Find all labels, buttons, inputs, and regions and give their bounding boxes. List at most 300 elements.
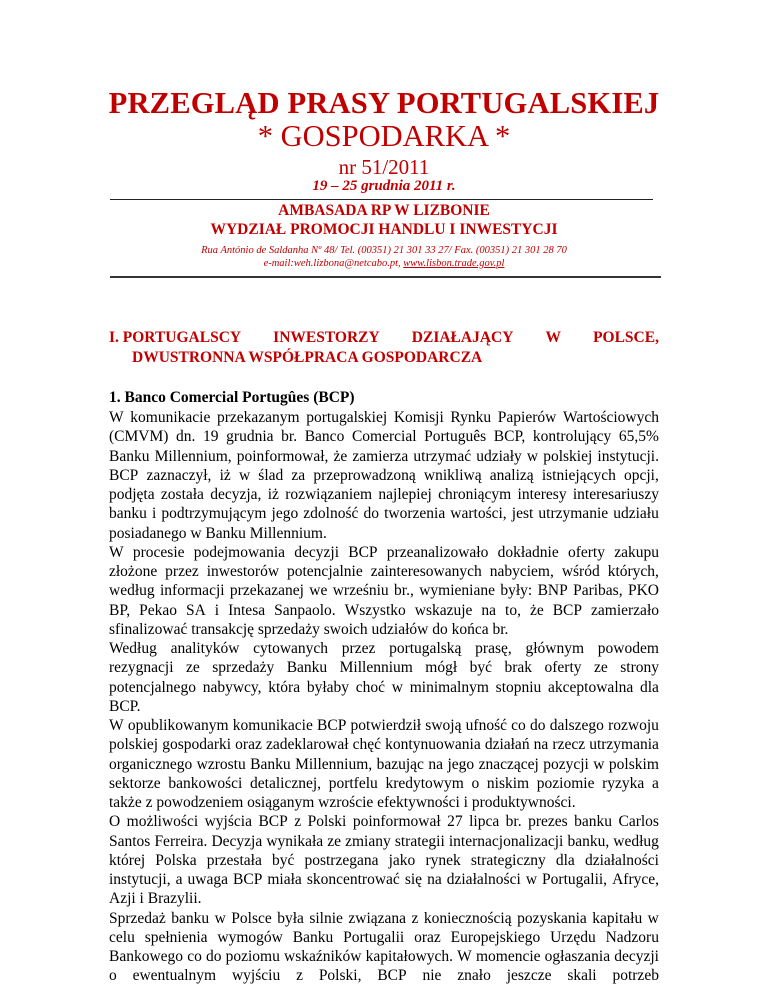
article-word: banku	[171, 909, 210, 927]
article-word: się	[404, 871, 423, 888]
article-line: Azji i Brazylii.	[109, 890, 202, 908]
article-word: minimalnym	[409, 678, 489, 696]
article-word: decyzji	[614, 948, 659, 965]
article-word: kontynuowania	[385, 736, 481, 754]
article-word: BCP	[233, 871, 263, 888]
article-word: informacji	[160, 582, 225, 600]
article-word: W	[109, 717, 124, 734]
article-word: wskazuje	[414, 601, 473, 619]
article-word: komunikacie	[130, 409, 211, 426]
article-word: to,	[505, 601, 521, 619]
article-word: do	[530, 717, 546, 734]
article-word: Paribas,	[573, 582, 623, 600]
article-word: analizą	[489, 466, 534, 484]
article-word: że	[529, 601, 544, 619]
article-word: możliwości	[126, 813, 199, 831]
article-word: Intesa	[228, 601, 266, 619]
article-word: chroniącym	[438, 486, 512, 503]
section-word: POLSCE,	[593, 329, 659, 346]
article-word: poziomie	[536, 774, 595, 792]
article-word: Millennium,	[295, 755, 373, 773]
article-line	[109, 909, 659, 928]
article-word: głównym	[525, 640, 585, 657]
article-line: posiadanego w Banku Millennium.	[109, 524, 327, 542]
article-word: Rynku	[450, 409, 492, 426]
article-word: wśród	[561, 563, 600, 580]
article-word: kredytowym	[385, 774, 464, 792]
article-word: potencjalnie	[287, 563, 363, 580]
header-divider-top	[110, 199, 653, 200]
article-word: ufność	[465, 717, 507, 734]
article-word: banku	[109, 505, 147, 523]
article-line	[109, 543, 659, 562]
article-word: chęć	[352, 736, 382, 754]
article-word: polskiej	[543, 447, 593, 465]
article-line	[109, 408, 659, 427]
article-word: działalności	[584, 851, 659, 869]
article-word: we	[309, 582, 328, 600]
article-word: Millennium,	[154, 447, 232, 465]
article-word: prezes	[528, 813, 568, 831]
article-word: O	[109, 813, 121, 831]
article-word: została	[160, 486, 204, 503]
article-word: przeanalizowało	[386, 543, 489, 561]
article-word: BP,	[109, 601, 131, 619]
article-word: przeprowadzoną	[313, 466, 416, 484]
article-word: rezygnacji	[109, 659, 174, 677]
article-word: Portugalii	[343, 928, 405, 946]
article-word: br.	[505, 813, 522, 831]
article-word: były:	[500, 582, 533, 600]
department-name: WYDZIAŁ PROMOCJI HANDLU I INWESTYCJI	[210, 221, 558, 238]
article-word: polskim	[608, 755, 659, 773]
embassy-name: AMBASADA RP W LIZBONIE	[278, 202, 490, 219]
article-word: bankowości	[168, 774, 243, 792]
article-line	[109, 639, 659, 658]
article-word: Wartościowych	[562, 409, 659, 426]
article-word: mógł	[425, 659, 458, 677]
article-word: dalszego	[549, 717, 604, 734]
article-body	[109, 408, 659, 986]
article-word: opublikowanym	[127, 717, 229, 734]
article-word: br.	[281, 428, 298, 446]
article-line	[109, 716, 659, 735]
article-word: opcji,	[624, 466, 659, 484]
article-word: organicznego	[109, 755, 193, 773]
article-word: w	[214, 909, 226, 927]
article-word: poinformował	[352, 813, 441, 831]
article-word: procesie	[132, 543, 185, 561]
article-word: 27	[447, 813, 463, 831]
article-word: ślad	[258, 466, 284, 484]
article-line	[109, 735, 659, 754]
article-word: rzecz	[552, 736, 586, 754]
article-word: sprzedaży	[212, 659, 275, 677]
article-word: tworzenia	[384, 505, 446, 523]
article-line	[109, 504, 659, 523]
article-word: W	[457, 948, 472, 965]
article-word: nabywcy,	[202, 678, 262, 696]
article-word: ewentualnym	[132, 967, 217, 985]
article-word: utrzymania	[589, 736, 659, 754]
article-word: BCP,	[493, 428, 526, 446]
article-word: oraz	[414, 928, 441, 946]
article-word: podejmowania	[193, 543, 286, 561]
article-word: udziału	[613, 505, 659, 523]
article-word: skoncentrować	[306, 871, 400, 888]
article-word: co	[511, 717, 526, 734]
article-word: w	[526, 447, 539, 465]
article-word: interesy	[517, 486, 567, 503]
article-word: wyjściu	[231, 967, 281, 985]
article-word: lipca	[469, 813, 500, 831]
article-word: uwaga	[187, 871, 228, 888]
article-word: z	[411, 909, 419, 927]
article-line	[109, 812, 659, 831]
section-word: I. PORTUGALSCY	[109, 329, 242, 346]
article-word: wnikliwą	[423, 466, 482, 484]
article-line	[109, 678, 659, 697]
section-heading-line2: DWUSTRONNA WSPÓŁPRACA GOSPODARCZA	[132, 349, 483, 366]
article-word: spełnienia	[144, 928, 208, 946]
article-word: potrzeb	[612, 967, 659, 985]
article-word: jeszcze	[506, 967, 552, 985]
article-word: wynikała	[266, 832, 324, 850]
article-word: inwestorów	[206, 563, 280, 580]
article-word: której	[109, 851, 146, 869]
article-word: Według	[109, 640, 157, 657]
header-divider-bottom	[110, 276, 661, 278]
article-word: kontrolujący	[532, 428, 612, 446]
article-word: BCP	[552, 601, 583, 619]
article-word: poziomu	[225, 948, 280, 965]
article-word: ryzyka	[602, 774, 645, 792]
article-word: Polska	[155, 851, 197, 869]
article-word: banku,	[567, 832, 610, 850]
article-line: BCP.	[109, 697, 141, 715]
article-word: Decyzja	[211, 832, 263, 850]
article-word: wymieniane	[419, 582, 495, 600]
article-word: niskim	[486, 774, 530, 792]
article-word: w	[593, 755, 605, 773]
article-word: strategiczny	[470, 851, 546, 869]
section-heading-line1	[109, 328, 659, 348]
article-word: Comercial	[351, 428, 417, 446]
article-word: Komisji	[393, 409, 444, 426]
article-word: decyzja,	[210, 486, 262, 503]
article-word: dla	[555, 851, 575, 869]
article-word: wymogów	[217, 928, 283, 946]
article-word: być	[469, 659, 493, 677]
article-word: rozwoju	[608, 717, 659, 734]
article-word: grudnia	[226, 428, 274, 446]
article-word: decyzji	[294, 543, 340, 561]
article-word: ogłaszania	[544, 948, 611, 965]
article-word: przestała	[206, 851, 262, 869]
article-word: w	[525, 871, 538, 888]
article-word: Banku	[109, 447, 150, 465]
article-line	[109, 966, 659, 985]
article-word: BNP	[537, 582, 568, 600]
article-word: oraz	[235, 736, 262, 754]
article-word: instytucji.	[597, 447, 659, 465]
article-word: a	[175, 871, 183, 888]
article-word: Banku	[292, 928, 334, 946]
article-line	[109, 581, 659, 600]
article-word: 19	[203, 428, 219, 446]
contact-email-web	[0, 258, 768, 269]
article-word: pozycji	[543, 755, 589, 773]
article-line	[109, 832, 659, 851]
article-word: interesariuszy	[572, 486, 659, 503]
article-word: BCP	[317, 717, 347, 734]
article-word: Santos	[109, 832, 151, 850]
article-word: Afryce,	[612, 871, 659, 888]
article-word: a	[651, 774, 659, 792]
section-word: W	[545, 329, 561, 346]
article-word: komunikacie	[232, 717, 313, 734]
article-word: na	[428, 755, 443, 773]
article-word: rozwiązaniem	[285, 486, 373, 503]
article-word: wzrostu	[196, 755, 246, 773]
article-word: Banku	[286, 659, 328, 677]
article-word: najlepiej	[378, 486, 432, 503]
article-word: akceptowalna	[548, 678, 634, 696]
article-word: choć	[355, 678, 386, 696]
article-word: zadeklarował	[265, 736, 349, 754]
article-word: znało	[457, 967, 491, 985]
article-word: potwierdził	[350, 717, 422, 734]
article-word: cytowanych	[253, 640, 329, 657]
article-word: Pekao	[139, 601, 177, 619]
article-word: według	[109, 582, 155, 600]
article-word: utrzymać	[413, 447, 472, 465]
article-word: banku	[574, 813, 613, 831]
article-word: zamierzało	[591, 601, 659, 619]
article-word: BCP	[109, 466, 139, 484]
article-word: dokładnie	[497, 543, 559, 561]
article-word: nie	[422, 967, 442, 985]
article-word: 65,5%	[618, 428, 659, 446]
article-word: Banku	[250, 755, 291, 773]
article-word: udziały	[476, 447, 522, 465]
article-word: Bankowego	[109, 948, 184, 965]
article-word: BCP	[377, 967, 407, 985]
article-word: znaczącej	[478, 755, 539, 773]
article-word: silnie	[309, 909, 343, 927]
article-word: Polski	[307, 813, 347, 831]
article-word: zamierza	[352, 447, 409, 465]
article-word: iż	[267, 486, 279, 503]
section-heading	[109, 328, 659, 368]
article-line	[109, 466, 659, 485]
article-line	[109, 658, 659, 677]
website-link[interactable]: www.lisbon.trade.gov.pl	[403, 258, 505, 269]
article-word: iż	[219, 466, 231, 484]
article-word: w	[238, 466, 251, 484]
article-word: za	[291, 466, 306, 484]
newsletter-title: PRZEGLĄD PRASY PORTUGALSKIEJ	[108, 86, 660, 120]
article-word: Portugalii,	[542, 871, 608, 888]
article-word: Wszystko	[344, 601, 406, 619]
article-word: momencie	[475, 948, 541, 965]
article-word: jest	[511, 505, 534, 523]
article-line	[109, 947, 659, 966]
article-line	[109, 485, 659, 504]
article-word: polskiej	[109, 736, 159, 754]
article-word: złożone	[109, 563, 158, 580]
article-word: Urzędu	[550, 928, 596, 946]
article-word: swoją	[425, 717, 462, 734]
article-word: stopniu	[495, 678, 542, 696]
article-word: jego	[271, 505, 299, 523]
article-line	[109, 928, 659, 947]
article-word: wartości,	[450, 505, 507, 523]
article-word: BCP	[258, 813, 288, 831]
article-word: jako	[388, 851, 416, 869]
contact-email: e-mail:weh.lizbona@netcabo.pt,	[263, 258, 404, 269]
article-word: która	[268, 678, 301, 696]
section-word: DZIAŁAJĄCY	[411, 329, 514, 346]
article-word: o	[471, 774, 480, 792]
article-word: (CMVM)	[109, 428, 169, 446]
article-word: oferty	[567, 543, 605, 561]
article-word: oferty	[544, 659, 582, 677]
article-line	[109, 427, 659, 446]
article-word: detalicznej,	[250, 774, 322, 792]
article-word: podjęta	[109, 486, 155, 503]
article-word: Banco	[304, 428, 345, 446]
article-word: przekazanej	[229, 582, 304, 600]
article-word: wskaźników	[284, 948, 362, 965]
article-word: portugalskiej	[306, 409, 388, 426]
article-heading: 1. Banco Comercial Portugûes (BCP)	[109, 389, 355, 406]
article-word: zakupu	[614, 543, 659, 561]
article-word: z	[294, 813, 302, 831]
article-word: i	[214, 601, 220, 619]
article-word: Português	[424, 428, 487, 446]
article-word: na	[481, 601, 497, 619]
article-word: Ferreira.	[154, 832, 208, 850]
article-word: miała	[267, 871, 302, 888]
article-word: portugalską	[389, 640, 462, 657]
article-word: istniejących	[541, 466, 616, 484]
article-word: BCP	[348, 543, 378, 561]
article-line: także z powodzeniem osiąganym wzroście efektywności i produktywności.	[109, 794, 576, 811]
article-word: na	[427, 871, 442, 888]
article-word: ze	[594, 659, 608, 677]
article-word: zmiany	[345, 832, 391, 850]
article-word: kapitałowych.	[365, 948, 454, 965]
article-word: poinformował,	[236, 447, 329, 465]
article-word: których,	[607, 563, 659, 580]
article-word: rynek	[425, 851, 461, 869]
article-word: zainteresowanych	[370, 563, 482, 580]
article-word: ze	[186, 659, 200, 677]
article-word: utrzymanie	[538, 505, 609, 523]
article-word: do	[205, 948, 222, 965]
issue-number: nr 51/2011	[338, 155, 430, 179]
article-word: Millennium	[339, 659, 413, 677]
article-word: działalności	[446, 871, 521, 888]
article-line	[109, 755, 659, 774]
article-word: była	[277, 909, 304, 927]
article-word: sektorze	[109, 774, 161, 792]
article-word: z	[296, 967, 303, 985]
article-word: pozyskania	[517, 909, 587, 927]
article-word: celu	[109, 928, 135, 946]
article-line	[109, 870, 659, 889]
article-word: Polsce	[231, 909, 272, 927]
article-word: nabyciem,	[489, 563, 554, 580]
article-word: zaznaczył,	[146, 466, 212, 484]
article-word: przekazanym	[216, 409, 300, 426]
article-word: strony	[620, 659, 659, 677]
article-word: gospodarki	[162, 736, 232, 754]
article-word: ze	[327, 832, 342, 850]
article-word: Papierów	[497, 409, 557, 426]
article-word: że	[333, 447, 348, 465]
article-word: dn.	[176, 428, 196, 446]
newsletter-subtitle: * GOSPODARKA *	[257, 119, 511, 153]
article-word: koniecznością	[423, 909, 512, 927]
article-word: Sprzedaż	[109, 909, 166, 927]
article-word: w	[391, 678, 403, 696]
article-word: przez	[165, 563, 199, 580]
article-word: podtrzymującym	[161, 505, 267, 523]
article-word: do	[363, 505, 379, 523]
article-word: przez	[341, 640, 376, 657]
article-word: Europejskiego	[450, 928, 541, 946]
article-line	[109, 851, 659, 870]
article-word: Carlos	[618, 813, 659, 831]
section-word: INWESTORZY	[273, 329, 380, 346]
issue-dates: 19 – 25 grudnia 2011 r.	[312, 178, 456, 194]
article-word: instytucji,	[109, 871, 171, 888]
article-word: i	[151, 505, 157, 523]
article-word: brak	[504, 659, 533, 677]
article-word: powodem	[597, 640, 659, 657]
article-word: prasę,	[475, 640, 512, 657]
article-word: być	[271, 851, 295, 869]
article-word: skali	[567, 967, 597, 985]
article-word: według	[613, 832, 659, 850]
article-word: jego	[447, 755, 475, 773]
article-word: w	[647, 909, 659, 927]
article-word: W	[109, 409, 124, 426]
article-word: dla	[640, 678, 659, 696]
article-line	[109, 562, 659, 581]
article-word: o	[109, 967, 117, 985]
article-line	[109, 774, 659, 793]
article-word: zdolność	[303, 505, 359, 523]
article-word: W	[109, 543, 124, 561]
article-word: portfelu	[328, 774, 378, 792]
article-word: internacjonalizacji	[448, 832, 564, 850]
article-word: wyjścia	[204, 813, 252, 831]
article-word: strategii	[394, 832, 445, 850]
article-word: związana	[348, 909, 407, 927]
article-word: działań	[484, 736, 530, 754]
article-word: PKO	[627, 582, 659, 600]
article-word: co	[187, 948, 202, 965]
article-word: Nadzoru	[605, 928, 659, 946]
article-word: br.,	[394, 582, 414, 600]
article-word: analityków	[170, 640, 240, 657]
article-line	[109, 447, 659, 466]
article-line	[109, 601, 659, 620]
article-word: potencjalnego	[109, 678, 196, 696]
